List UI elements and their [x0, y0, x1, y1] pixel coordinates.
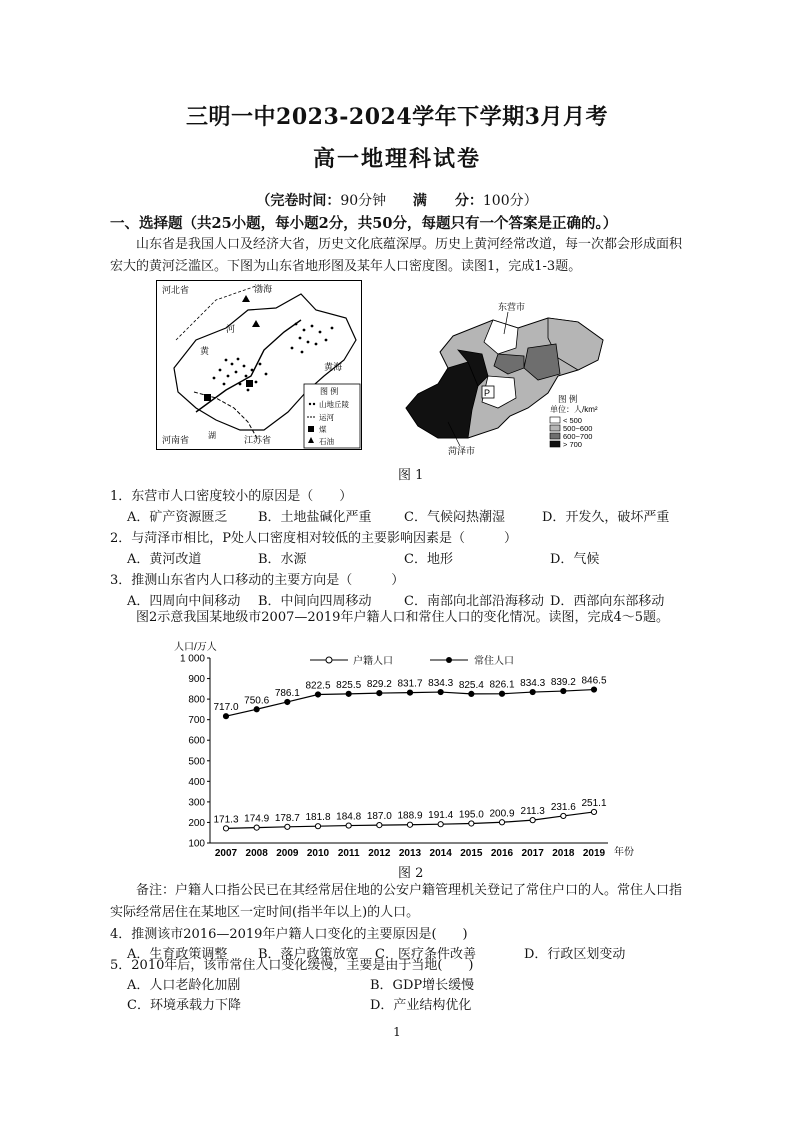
data-point-0: [377, 823, 382, 828]
data-point-0: [346, 823, 351, 828]
q2-option-c: C．地形: [404, 552, 453, 567]
q3-option-b: B．中间向四周移动: [258, 594, 372, 609]
data-point-1: [530, 689, 535, 694]
label-hebei: 河北省: [162, 285, 190, 295]
chart-legend: [310, 654, 514, 667]
data-label-1: 831.7: [397, 678, 423, 690]
x-tick-label: 2012: [368, 848, 391, 859]
data-point-0: [285, 824, 290, 829]
q3-option-a: A．四周向中间移动: [127, 594, 241, 609]
data-label-1: 822.5: [305, 680, 331, 692]
population-line-chart: [170, 638, 640, 862]
data-label-1: 826.1: [489, 679, 515, 691]
section-intro: 山东省是我国人口及经济大省，历史文化底蕴深厚。历史上黄河经常改道，每一次都会形成面积宏大的黄河泛滥区。下图为山东省地形图及某年人口密度图。读图1，完成1-3题。: [110, 237, 683, 274]
y-tick-label: 100: [188, 838, 205, 850]
question-3: 3．推测山东省内人口移动的主要方向是（ ）: [110, 573, 405, 588]
data-label-0: 200.9: [489, 808, 515, 820]
y-tick-label: 900: [188, 674, 205, 686]
chart-xticks: [215, 848, 606, 859]
q2-option-b: B．水源: [258, 552, 307, 567]
question-5: 5．2010年后，该市常住人口变化缓慢，主要是由于当地( ): [110, 958, 474, 973]
legend-swatch-1: [550, 425, 560, 431]
intro-figure2: 图2示意我国某地级市2007—2019年户籍人口和常住人口的变化情况。读图，完成4～5题。: [136, 610, 669, 625]
q1-option-b: B．土地盐碱化严重: [258, 510, 372, 525]
data-label-0: 251.1: [581, 797, 607, 809]
data-point-0: [499, 820, 504, 825]
data-label-1: 750.6: [244, 695, 270, 707]
data-point-1: [285, 699, 290, 704]
y-tick-label: 200: [188, 817, 205, 829]
time-label: （完卷时间：: [256, 193, 341, 209]
data-point-0: [530, 818, 535, 823]
label-bohai: 渤海: [254, 284, 273, 294]
legend-series-0: 户籍人口: [353, 656, 393, 667]
y-tick-label: 300: [188, 797, 205, 809]
x-tick-label: 2010: [306, 848, 330, 859]
x-tick-label: 2007: [214, 848, 238, 859]
legend-hills: 山地丘陵: [319, 400, 349, 409]
population-density-map: [398, 298, 618, 458]
page-number: 1: [393, 1025, 401, 1039]
q1-option-a: A．矿产资源匮乏: [127, 510, 228, 525]
q3-option-c: C．南部向北部沿海移动: [404, 594, 544, 609]
chart-xlabel: 年份: [614, 847, 634, 858]
legend-title-right: 图 例: [558, 394, 578, 404]
x-tick-label: 2011: [337, 848, 360, 859]
data-point-0: [315, 824, 320, 829]
q5-option-c: C．环境承载力下降: [127, 998, 241, 1013]
legend-title: 图 例: [320, 387, 339, 396]
exam-time-info: [0, 190, 794, 210]
x-tick-label: 2016: [490, 848, 514, 859]
x-tick-label: 2013: [398, 848, 422, 859]
data-label-0: 211.3: [520, 806, 545, 818]
label-henan: 河南省: [162, 435, 190, 445]
legend-oil: 石油: [319, 437, 334, 446]
x-tick-label: 2015: [460, 848, 483, 859]
q1-option-d: D．开发久，破坏严重: [542, 510, 670, 525]
data-label-0: 178.7: [274, 812, 300, 824]
q2-option-d: D．气候: [550, 552, 600, 567]
time-value: 90分钟: [340, 193, 387, 209]
data-label-0: 188.9: [397, 810, 423, 822]
data-label-1: 846.5: [581, 675, 607, 687]
legend-density-1: 500~600: [563, 424, 593, 433]
data-point-1: [223, 714, 228, 719]
section-heading: 一、选择题（共25小题，每小题2分，共50分，每题只有一个答案是正确的。）: [110, 215, 618, 232]
y-tick-label: 700: [188, 715, 205, 727]
data-point-1: [377, 691, 382, 696]
figure2-caption: 图 2: [398, 866, 424, 881]
data-label-1: 825.5: [336, 679, 362, 691]
y-tick-label: 800: [188, 694, 205, 706]
legend-density-2: 600~700: [563, 432, 593, 441]
question-2: 2．与菏泽市相比，P处人口密度相对较低的主要影响因素是（ ）: [110, 531, 518, 546]
data-point-0: [407, 822, 412, 827]
data-point-0: [591, 809, 596, 814]
data-point-1: [346, 691, 351, 696]
x-tick-label: 2018: [552, 848, 575, 859]
hills-icon: [309, 403, 311, 405]
data-point-0: [254, 825, 259, 830]
data-label-1: 839.2: [550, 677, 576, 689]
figure1-caption: 图 1: [398, 468, 424, 483]
x-tick-label: 2019: [582, 848, 606, 859]
legend-series-1: 常住人口: [474, 656, 514, 667]
shandong-terrain-map: [156, 280, 362, 450]
data-label-1: 834.3: [520, 678, 546, 690]
label-p: P: [484, 388, 491, 398]
data-label-1: 829.2: [366, 679, 392, 691]
data-label-0: 191.4: [428, 810, 454, 822]
data-point-0: [469, 821, 474, 826]
legend-density-0: < 500: [563, 416, 582, 425]
left-map-legend: [304, 384, 360, 448]
data-point-1: [315, 692, 320, 697]
label-heze: 菏泽市: [448, 446, 476, 456]
data-label-0: 174.9: [244, 813, 270, 825]
q5-option-d: D．产业结构优化: [370, 998, 472, 1013]
note-text: 备注：户籍人口指公民已在其经常居住地的公安户籍管理机关登记了常住户口的人。常住人口指实际经常居住在某地区一定时间(指半年以上)的人口。: [110, 883, 683, 920]
data-point-0: [438, 822, 443, 827]
label-yellow: 黄: [200, 346, 210, 356]
q4-option-c: C．医疗条件改善: [375, 947, 476, 962]
data-point-1: [469, 691, 474, 696]
chart-series: [213, 676, 606, 831]
data-label-0: 171.3: [213, 814, 239, 826]
legend-unit: 单位：人/km²: [550, 405, 598, 414]
x-tick-label: 2009: [276, 848, 299, 859]
label-dongying: 东营市: [498, 302, 526, 312]
q4-option-d: D．行政区划变动: [524, 947, 626, 962]
y-tick-label: 1 000: [179, 653, 205, 665]
q4-option-a: A．生育政策调整: [127, 947, 228, 962]
q1-option-c: C．气候闷热潮湿: [404, 510, 505, 525]
data-label-1: 717.0: [213, 702, 239, 714]
chart-yticks: [180, 654, 210, 850]
data-label-0: 195.0: [458, 809, 484, 821]
x-tick-label: 2014: [429, 848, 452, 859]
question-1: 1．东营市人口密度较小的原因是（ ）: [110, 489, 353, 504]
data-point-1: [591, 687, 596, 692]
label-lake: 湖: [208, 431, 216, 440]
data-label-1: 834.3: [428, 678, 454, 690]
right-map-legend: [550, 394, 598, 449]
label-jiangsu: 江苏省: [244, 435, 272, 445]
legend-swatch-2: [550, 433, 560, 439]
legend-canal: 运河: [319, 413, 334, 422]
legend-density-3: > 700: [563, 440, 582, 449]
data-point-1: [438, 689, 443, 694]
data-point-0: [223, 826, 228, 831]
data-label-1: 786.1: [274, 687, 300, 699]
label-river: 河: [226, 324, 236, 334]
legend-hollow-marker: [326, 657, 332, 663]
data-point-1: [561, 688, 566, 693]
heze-region: [406, 362, 478, 438]
y-tick-label: 600: [188, 735, 205, 747]
exam-subtitle: 高一地理科试卷: [312, 146, 481, 172]
x-tick-label: 2008: [245, 848, 268, 859]
q2-option-a: A．黄河改道: [127, 552, 202, 567]
q5-option-a: A．人口老龄化加剧: [127, 978, 241, 993]
score-label: 满 分：: [412, 193, 483, 209]
q4-option-b: B．落户政策放宽: [258, 947, 359, 962]
q5-option-b: B．GDP增长缓慢: [370, 978, 475, 993]
legend-filled-marker: [446, 657, 452, 663]
legend-coal: 煤: [319, 425, 327, 434]
y-tick-label: 500: [188, 756, 205, 768]
data-label-0: 181.8: [305, 812, 331, 824]
y-tick-label: 400: [188, 776, 205, 788]
data-label-0: 184.8: [336, 811, 362, 823]
question-4: 4．推测该市2016—2019年户籍人口变化的主要原因是( ): [110, 927, 468, 942]
data-point-1: [499, 691, 504, 696]
coal-legend-icon: [308, 426, 314, 432]
data-point-1: [254, 707, 259, 712]
coal-icon: [246, 380, 253, 387]
label-huanghai: 黄海: [324, 362, 343, 372]
data-point-1: [407, 690, 412, 695]
coal-icon-2: [204, 394, 211, 401]
legend-swatch-3: [550, 441, 560, 447]
chart-ylabel: 人口/万人: [174, 642, 217, 653]
x-tick-label: 2017: [521, 848, 544, 859]
legend-swatch-0: [550, 417, 560, 423]
data-label-0: 187.0: [366, 811, 392, 823]
data-label-0: 231.6: [550, 801, 576, 813]
data-label-1: 825.4: [458, 679, 484, 691]
data-point-0: [561, 813, 566, 818]
score-value: 100分）: [482, 193, 538, 209]
q3-option-d: D．西部向东部移动: [550, 594, 665, 609]
exam-title: 三明一中2023-2024学年下学期3月月考: [186, 104, 608, 130]
